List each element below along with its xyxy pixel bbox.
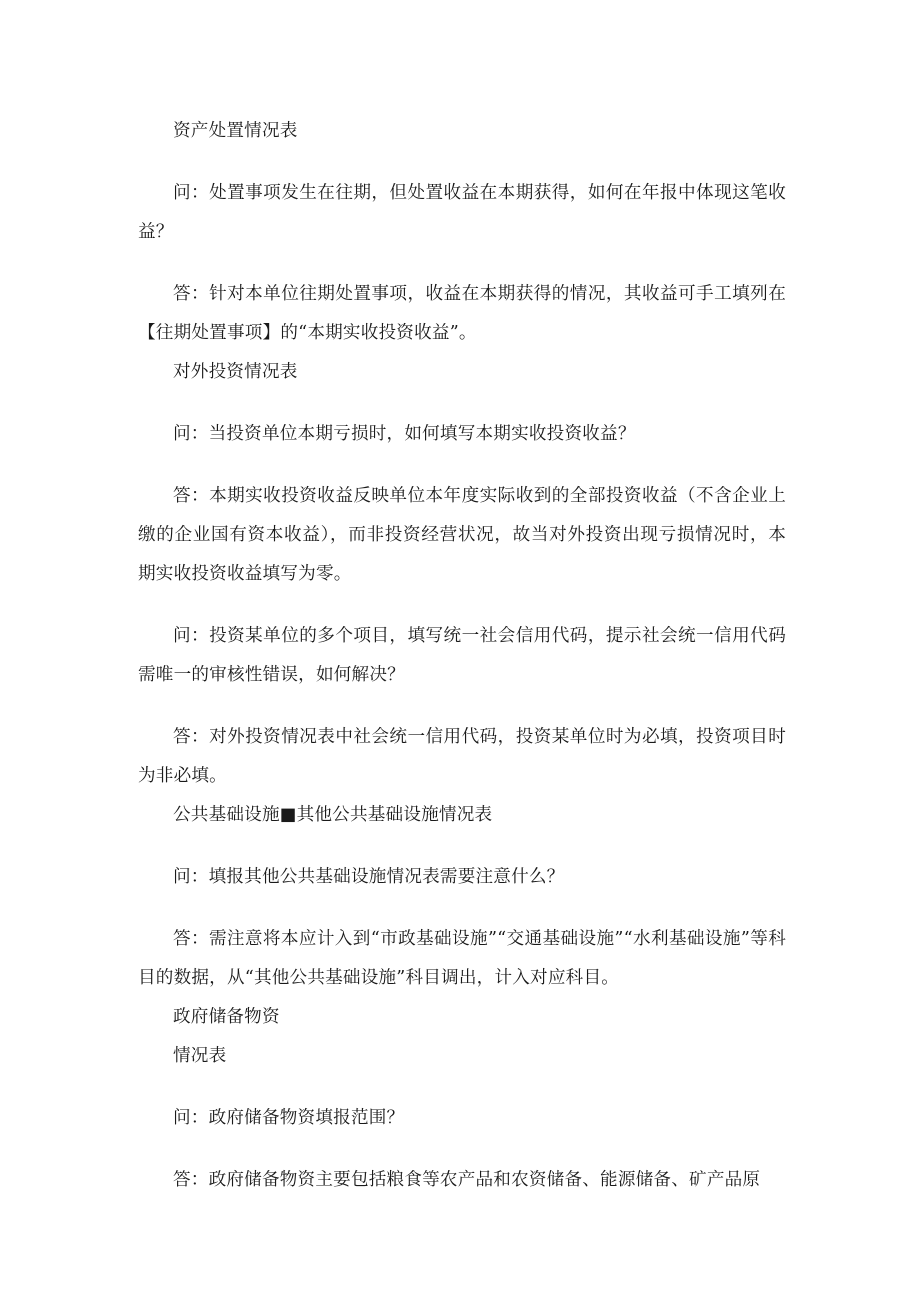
section-heading-government-reserves: 政府储备物资	[173, 1007, 280, 1027]
section-heading-external-investment: 对外投资情况表	[173, 362, 298, 382]
question-paragraph: 问：政府储备物资填报范围？	[173, 1108, 405, 1128]
answer-paragraph: 答：政府储备物资主要包括粮食等农产品和农资储备、能源储备、矿产品原	[173, 1170, 761, 1190]
answer-paragraph: 答：本期实收投资收益反映单位本年度实际收到的全部投资收益（不含企业上缴的企业国有资本收益），而非投资经营状况，故当对外投资出现亏损情况时，本期实收投资收益填写为零。	[138, 486, 786, 584]
section-heading-asset-disposal: 资产处置情况表	[173, 121, 298, 141]
answer-paragraph: 答：需注意将本应计入到“市政基础设施”“交通基础设施”“水利基础设施”等科目的数据，从“其他公共基础设施”科目调出，计入对应科目。	[138, 929, 786, 988]
question-paragraph: 问：填报其他公共基础设施情况表需要注意什么？	[173, 867, 565, 887]
document-body	[138, 112, 786, 1200]
answer-paragraph: 答：对外投资情况表中社会统一信用代码，投资某单位时为必填，投资项目时为非必填。	[138, 727, 786, 786]
question-paragraph: 问：投资某单位的多个项目，填写统一社会信用代码，提示社会统一信用代码需唯一的审核性错误，如何解决？	[138, 626, 786, 685]
section-heading-situation-table: 情况表	[173, 1046, 227, 1066]
section-heading-public-infrastructure: 公共基础设施■其他公共基础设施情况表	[173, 805, 493, 825]
question-paragraph: 问：当投资单位本期亏损时，如何填写本期实收投资收益？	[173, 424, 636, 444]
question-paragraph: 问：处置事项发生在往期，但处置收益在本期获得，如何在年报中体现这笔收益？	[138, 183, 786, 242]
answer-paragraph: 答：针对本单位往期处置事项，收益在本期获得的情况，其收益可手工填列在【往期处置事项】的“本期实收投资收益”。	[138, 284, 786, 343]
